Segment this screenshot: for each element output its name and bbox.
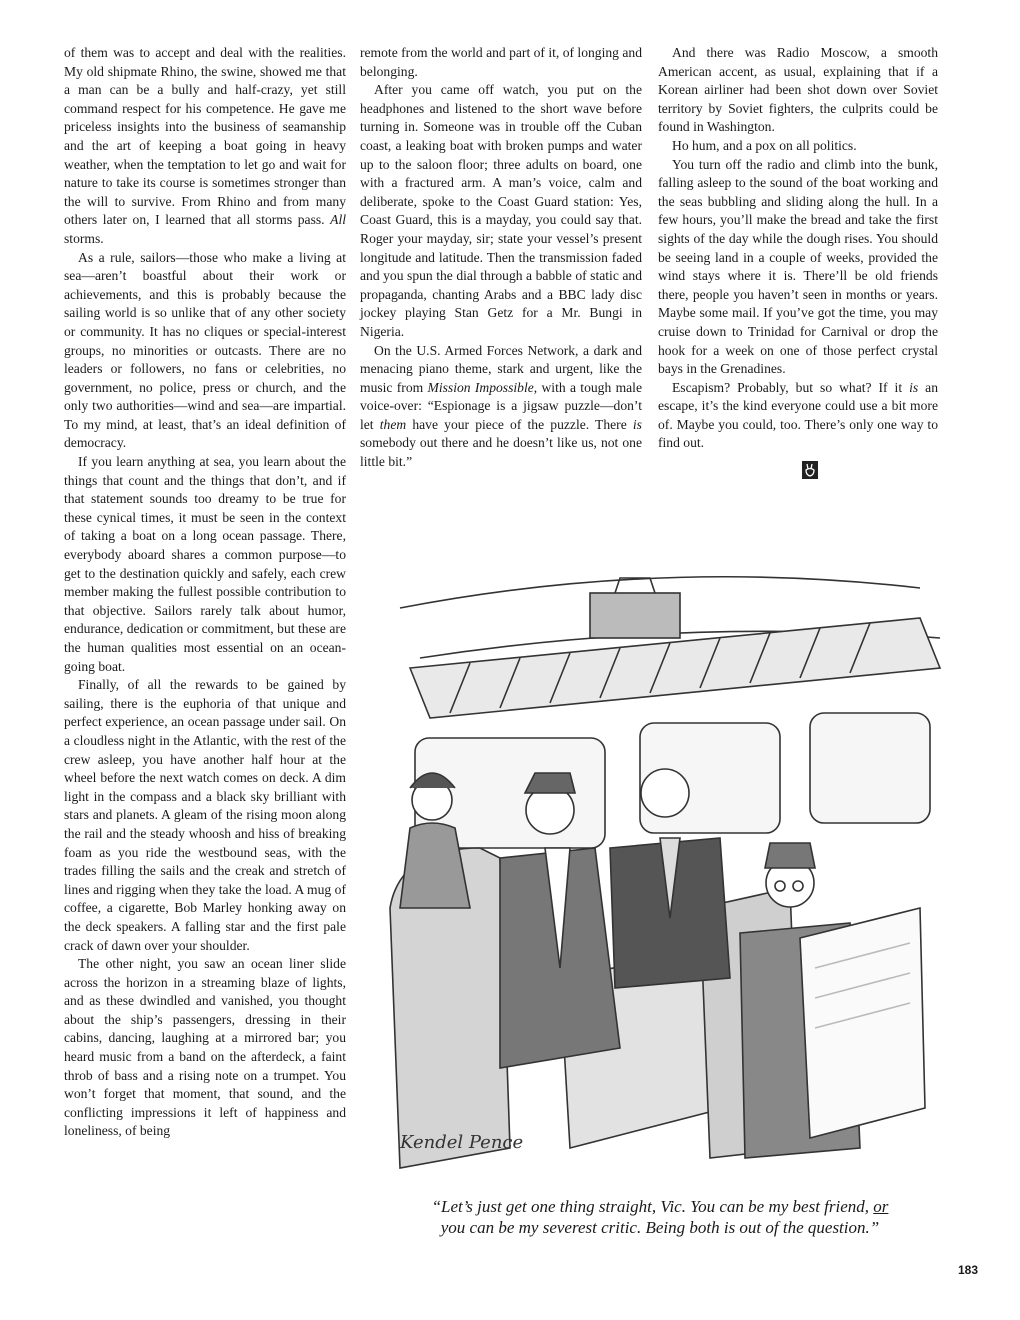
page-number: 183 [958, 1263, 979, 1277]
paragraph: As a rule, sailors—those who make a living at sea—aren’t boastful about their work or achievements, and this is probably because the sailing world is so unlike that of any other society or community. It has no cliques or special-interest groups, no minorities or outcasts. There are no leaders or followers, no fans or celebrities, no government, no police, press or church, and the only two authorities—wind and sea—are impartial. To my mind, at least, that’s an ideal definition of democracy. [64, 249, 346, 451]
cartoon-caption: “Let’s just get one thing straight, Vic. You can be my best friend, or you can be my severest critic. Being both is out of the question.” [431, 1197, 889, 1237]
paragraph: You turn off the radio and climb into the bunk, falling asleep to the sound of the boat working and the seas bubbling and sliding along the hull. In a few hours, you’ll make the bread and take the first sights of the day while the dough rises. You should be seeing land in a couple of weeks, provided the wind stays where it is. There’ll be old friends there, people you haven’t seen in months or years. Maybe some mail. If you’ve got the time, you may cruise down to Trinidad for Carnival or drop the hook for a week on one of those perfect crystal bays in the Grenadines. [658, 156, 938, 377]
cartoon-signature: Kendel Pence [400, 1132, 524, 1153]
train-cartoon-illustration [360, 548, 950, 1193]
paragraph: Ho hum, and a pox on all politics. [672, 137, 857, 153]
paragraph: Finally, of all the rewards to be gained by sailing, there is the euphoria of that unique and perfect experience, an ocean passage under sail. On a cloudless night in the Atlantic, with the rest of the crew asleep, you have another half hour at the wheel before the next watch comes on deck. A dim light in the compass and a black sky brilliant with stars and planets. A gleam of the rising moon along the rail and the steady whoosh and hiss of breaking foam as you ride the westbound seas, with the trades filling the sails and the creak and stretch of lines and rigging when they take the load. A mug of coffee, a cigarette, Bob Marley honking away on the deck speakers. A falling star and the first pale crack of dawn over your shoulder. [64, 677, 346, 953]
paragraph: And there was Radio Moscow, a smooth American accent, as usual, explaining that if a Korean airliner had been shot down over Soviet territory by Soviet fighters, the culprits could be found in Washington. [658, 45, 938, 135]
text-column-1 [64, 44, 346, 1141]
paragraph: If you learn anything at sea, you learn about the things that count and the things that don’t, and if that statement sounds too dreamy to be true for these cynical times, it must be seen in the context of taking a boat on a long ocean passage. There, everybody aboard shares a common purpose—to get to the destination quickly and safely, each crew member making the fullest possible contribution to that objective. Sailors rarely talk about humor, endurance, dedication or commitment, but these are the human qualities most essential on an ocean-going boat. [64, 454, 346, 674]
paragraph: Escapism? Probably, but so what? If it is an escape, it’s the kind everyone could use a bit more of. Maybe you could, too. There’s only one way to find out. [658, 379, 938, 451]
rabbit-logo-icon [802, 461, 818, 479]
paragraph: remote from the world and part of it, of longing and belonging. [360, 45, 642, 79]
paragraph: The other night, you saw an ocean liner slide across the horizon in a streaming blaze of lights, and as these dwindled and vanished, you thought about the ship’s passengers, dressing in their cabins, dancing, laughing at a mirrored bar; you heard music from a band on the afterdeck, a faint throb of bass and a rising note on a trumpet. You won’t forget that moment, that sound, and the conflicting impressions it left of happiness and loneliness, of being [64, 956, 346, 1139]
paragraph: of them was to accept and deal with the realities. My old shipmate Rhino, the swine, showed me that a man can be a bully and half-crazy, yet still command respect for his competence. He gave me priceless insights into the business of seamanship and the art of keeping a boat going in heavy weather, when the temptation to let go and wait for nature to take its course is sometimes stronger than the will to survive. From Rhino and from many others later on, I learned that all storms pass. All storms. [64, 45, 347, 246]
paragraph: After you came off watch, you put on the headphones and listened to the short wave before turning in. Someone was in trouble off the Cuban coast, a leaking boat with broken pumps and water up to the saloon floor; three adults on board, one with a fractured arm. A man’s voice, calm and deliberate, spoke to the Coast Guard station: Yes, Coast Guard, this is a mayday, you could say that. Roger your mayday, sir; state your vessel’s present longitude and latitude. Then the transmission faded and you spun the dial through a babble of static and propaganda, chanting Arabs and a BBC lady disc jockey playing Stan Getz for a Mr. Bungi in Nigeria. [360, 82, 642, 339]
text-column-3 [658, 44, 938, 479]
paragraph: On the U.S. Armed Forces Network, a dark and menacing piano theme, stark and urgent, like the music from Mission Impossible, with a tough male voice-over: “Espionage is a jigsaw puzzle—don’t let them have your piece of the puzzle. There is somebody out there and he doesn’t like us, not one little bit.” [360, 342, 642, 470]
text-column-2 [360, 44, 642, 472]
